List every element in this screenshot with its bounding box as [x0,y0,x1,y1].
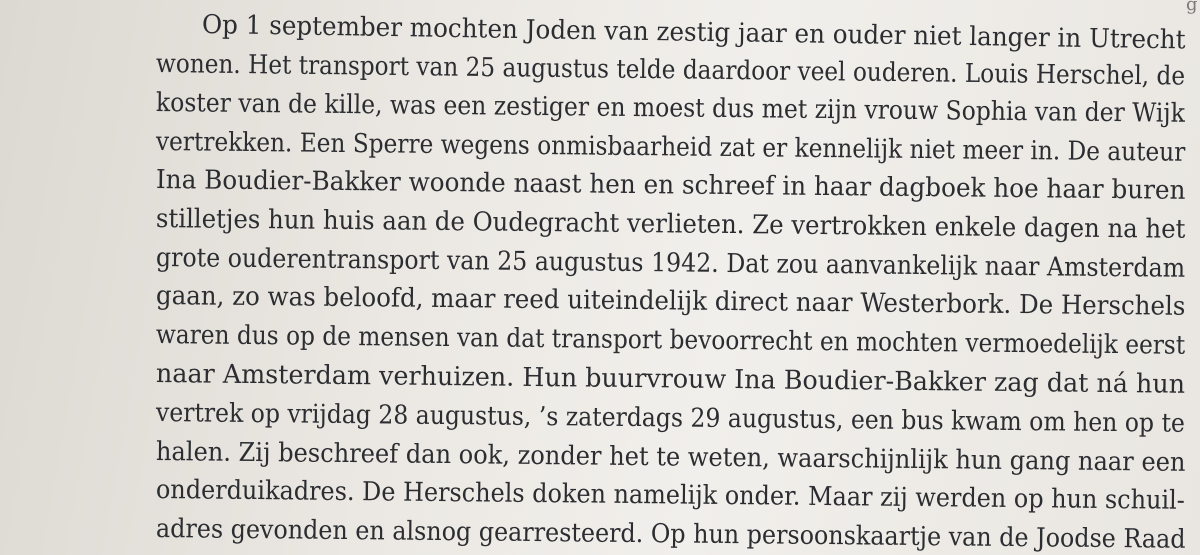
text-line-3: koster van de kille, was een zestiger en moest dus met zijn vrouw Sophia van der Wijk [155,88,1186,129]
text-line-9: waren dus op de mensen van dat transport bevoorrecht en mochten vermoedelijk eerst [155,320,1186,361]
text-line-4: vertrekken. Een Sperre wegens onmisbaarheid zat er kennelijk niet meer in. De auteur [155,127,1186,168]
text-line-7: grote ouderentransport van 25 augustus 1942. Dat zou aanvankelijk naar Amsterdam [155,243,1186,284]
page-corner-glyph: g [1186,0,1198,15]
text-line-1: Op 1 september mochten Joden van zestig jaar en ouder niet langer in Utrecht [201,10,1186,56]
text-line-14: adres gevonden en alsnog gearresteerd. Op hun persoonskaartje van de Joodse Raad [155,514,1186,555]
text-line-2: wonen. Het transport van 25 augustus telde daardoor veel ouderen. Louis Herschel, de [155,49,1186,92]
text-line-5: Ina Boudier-Bakker woonde naast hen en schreef in haar dagboek hoe haar buren [155,165,1186,206]
text-line-13: onderduikadres. De Herschels doken namelijk onder. Maar zij werden op hun schuil- [155,475,1185,516]
text-line-11: vertrek op vrijdag 28 augustus, ’s zaterdags 29 augustus, een bus kwam om hen op te [155,398,1186,439]
text-line-8: gaan, zo was beloofd, maar reed uiteindelijk direct naar Westerbork. De Herschels [155,281,1186,322]
text-line-6: stilletjes hun huis aan de Oudegracht verlieten. Ze vertrokken enkele dagen na het [155,204,1186,245]
text-line-10: naar Amsterdam verhuizen. Hun buurvrouw Ina Boudier-Bakker zag dat ná hun [155,359,1186,400]
text-line-12: halen. Zij beschreef dan ook, zonder het te weten, waarschijnlijk hun gang naar een [155,437,1186,478]
